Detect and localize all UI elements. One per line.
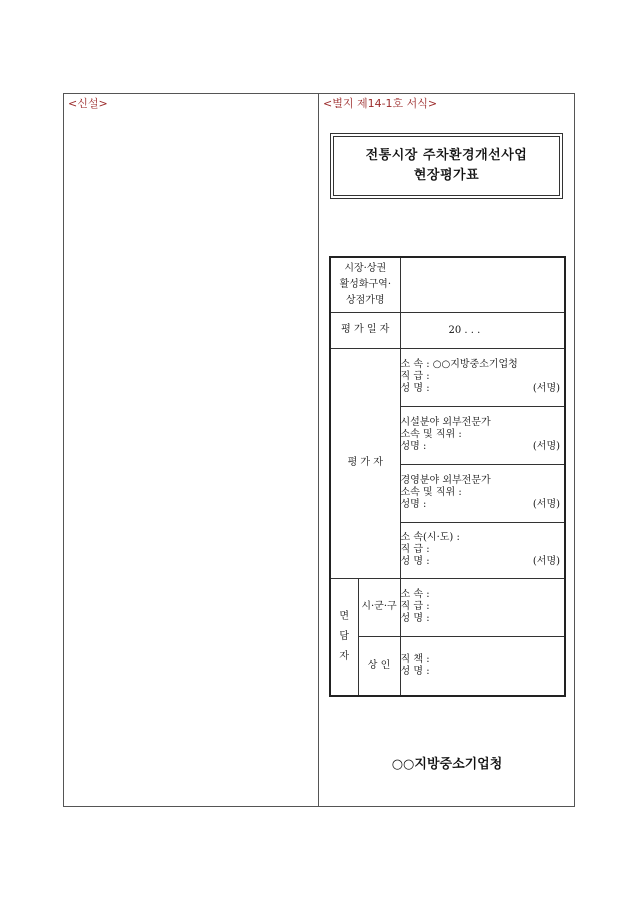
interviewee-label: 면 담 자	[330, 578, 358, 696]
market-name-label: 시장·상권 활성화구역· 상점가명	[330, 257, 400, 312]
interviewee-sigungu-block[interactable]: 소 속 : 직 급 : 성 명 :	[400, 578, 565, 636]
signature-label: (서명)	[532, 383, 561, 394]
signature-label: (서명)	[532, 556, 561, 567]
left-tag: <신설>	[68, 97, 108, 110]
interviewee-merchant-block[interactable]: 직 책 : 성 명 :	[400, 636, 565, 696]
evaluation-form	[329, 256, 566, 697]
evaluator-block-2[interactable]: 시설분야 외부전문가 소속 및 직위 : 성명 : (서명)	[400, 406, 565, 464]
eval-date-label: 평 가 일 자	[330, 312, 400, 348]
evaluator-label: 평 가 자	[330, 348, 400, 578]
market-name-value[interactable]	[400, 257, 565, 312]
column-divider	[318, 93, 319, 807]
right-tag: <별지 제14-1호 서식>	[323, 97, 438, 110]
evaluator-block-3[interactable]: 경영분야 외부전문가 소속 및 직위 : 성명 : (서명)	[400, 464, 565, 522]
title-line1: 전통시장 주차환경개선사업	[365, 148, 528, 163]
title-line2: 현장평가표	[413, 168, 480, 183]
title-box	[330, 133, 563, 199]
eval-date-value[interactable]: 20 . . .	[400, 312, 565, 348]
signature-label: (서명)	[532, 441, 561, 452]
evaluator-block-4[interactable]: 소 속(시·도) : 직 급 : 성 명 : (서명)	[400, 522, 565, 578]
interviewee-sigungu-label: 시·군·구	[358, 578, 400, 636]
signature-label: (서명)	[532, 499, 561, 510]
evaluator-block-1[interactable]: 소 속 : ○○지방중소기업청 직 급 : 성 명 : (서명)	[400, 348, 565, 406]
issuer-name: ○○지방중소기업청	[391, 757, 503, 772]
interviewee-merchant-label: 상 인	[358, 636, 400, 696]
